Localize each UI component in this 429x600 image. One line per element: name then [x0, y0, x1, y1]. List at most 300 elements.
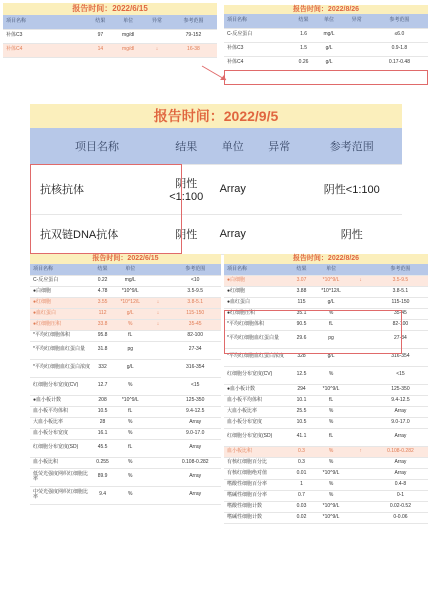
- result-value: 41.1: [289, 428, 313, 446]
- abnormal-flag: ↓: [144, 43, 170, 57]
- abnormal-flag: [348, 479, 372, 490]
- item-name: C-反应蛋白: [30, 275, 91, 286]
- abnormal-flag: [342, 28, 371, 42]
- header-abnormal: 异常: [342, 14, 371, 28]
- result-value: 35.1: [289, 308, 313, 319]
- reference-range: 0.9-1.8: [371, 42, 428, 56]
- reference-range: ≤6.0: [371, 28, 428, 42]
- unit: %: [314, 457, 349, 468]
- table-row: [224, 28, 428, 42]
- report-date-title: 报告时间：2022/6/15: [3, 3, 217, 15]
- cbc-table: [30, 264, 221, 505]
- abnormal-flag: [146, 439, 169, 457]
- unit: pg: [114, 341, 146, 359]
- item-name: ●血红蛋白: [30, 308, 91, 319]
- unit: Array: [209, 164, 257, 214]
- item-name: 补体C3: [3, 29, 89, 43]
- abnormal-flag: [348, 406, 372, 417]
- item-name: 红细胞分布宽度(CV): [224, 366, 289, 384]
- header-unit: 单位: [314, 264, 349, 275]
- header-unit: 单位: [209, 128, 257, 164]
- table-row: [224, 330, 428, 348]
- item-name: 补体C3: [224, 42, 291, 56]
- table-row: [30, 439, 221, 457]
- reference-range: <15: [373, 366, 428, 384]
- abnormal-flag: [348, 417, 372, 428]
- unit: %: [314, 490, 349, 501]
- result-value: 16.1: [91, 428, 114, 439]
- table-row: [30, 457, 221, 468]
- table-row-highlighted: [224, 275, 428, 286]
- item-name: 血小板平均体积: [224, 395, 289, 406]
- table-row: [224, 417, 428, 428]
- highlight-box: [224, 70, 428, 85]
- header-reference: 参考范围: [170, 15, 217, 29]
- result-value: 阴性: [164, 214, 209, 254]
- reference-range: 82-100: [373, 319, 428, 330]
- item-name: *平均红细胞血红蛋白量: [30, 341, 91, 359]
- table-row-highlighted: [30, 308, 221, 319]
- item-name: 血小板平均体积: [30, 406, 91, 417]
- reference-range: 125-350: [169, 395, 221, 406]
- item-name: *平均红细胞血红蛋白浓度: [30, 359, 91, 377]
- item-name: 嗜酸性细胞计数: [224, 501, 289, 512]
- unit: mg/dl: [112, 43, 144, 57]
- result-value: 0.02: [289, 512, 313, 523]
- reference-range: 9.0-17.0: [169, 428, 221, 439]
- report-card-2022-08-26-cbc: [224, 254, 428, 600]
- header-item: 项目名称: [3, 15, 89, 29]
- cbc-table: [224, 264, 428, 524]
- reference-range: Array: [373, 428, 428, 446]
- table-row: [224, 479, 428, 490]
- result-value: 0.7: [289, 490, 313, 501]
- item-name: ●红细胞压积: [224, 308, 289, 319]
- result-value: 1.6: [291, 28, 315, 42]
- unit: fL: [114, 330, 146, 341]
- table-row: [224, 319, 428, 330]
- reference-range: 0-1: [373, 490, 428, 501]
- item-name: 补体C4: [3, 43, 89, 57]
- reference-range: 阴性: [302, 214, 402, 254]
- header-unit: 单位: [114, 264, 146, 275]
- abnormal-flag: ↓: [348, 275, 372, 286]
- reference-range: 16-38: [170, 43, 217, 57]
- result-value: 1.5: [291, 42, 315, 56]
- report-card-2022-06-15-complement: [3, 3, 217, 83]
- abnormal-flag: [257, 164, 302, 214]
- unit: fL: [314, 319, 349, 330]
- reference-range: 316-354: [373, 348, 428, 366]
- header-abnormal: 异常: [144, 15, 170, 29]
- unit: *10^12/L: [314, 286, 349, 297]
- unit: %: [114, 428, 146, 439]
- result-value: 0.255: [91, 457, 114, 468]
- table-row: [30, 395, 221, 406]
- result-value: 10.5: [289, 417, 313, 428]
- abnormal-flag: [146, 457, 169, 468]
- reference-range: <15: [169, 377, 221, 395]
- abnormal-flag: [348, 366, 372, 384]
- reference-range: 115-150: [169, 308, 221, 319]
- unit: *10^9/L: [314, 468, 349, 479]
- reference-range: 3.8-5.1: [373, 286, 428, 297]
- table-row: [30, 417, 221, 428]
- header-result: 结果: [91, 264, 114, 275]
- abnormal-flag: [348, 308, 372, 319]
- reference-range: Array: [373, 468, 428, 479]
- abnormal-flag: [348, 428, 372, 446]
- abnormal-flag: [348, 468, 372, 479]
- table-row: [224, 348, 428, 366]
- result-value: 3.07: [289, 275, 313, 286]
- result-value: 0.03: [289, 501, 313, 512]
- abnormal-flag: [348, 490, 372, 501]
- result-value: 阴性 <1:100: [164, 164, 209, 214]
- reference-range: 3.8-5.1: [169, 297, 221, 308]
- result-value: 97: [89, 29, 113, 43]
- report-date-title: 报告时间：2022/8/26: [224, 5, 428, 14]
- unit: *10^9/L: [314, 275, 349, 286]
- table-row: [224, 512, 428, 523]
- item-name: 嗜碱性细胞计数: [224, 512, 289, 523]
- abnormal-flag: [348, 297, 372, 308]
- unit: *10^9/L: [114, 286, 146, 297]
- item-name: *平均红细胞体积: [224, 319, 289, 330]
- item-name: 红细胞分布宽度(SD): [30, 439, 91, 457]
- result-value: 1: [289, 479, 313, 490]
- reference-range: 82-100: [169, 330, 221, 341]
- unit: fL: [114, 439, 146, 457]
- table-row: [224, 428, 428, 446]
- table-row-highlighted: [30, 319, 221, 330]
- unit: g/L: [316, 42, 343, 56]
- header-item: 项目名称: [224, 264, 289, 275]
- abnormal-flag: [146, 330, 169, 341]
- abnormal-flag: [146, 468, 169, 486]
- result-value: 33.8: [91, 319, 114, 330]
- item-name: 嗜酸性细胞百分率: [224, 479, 289, 490]
- table-row-highlighted: [30, 297, 221, 308]
- item-name: ●白细胞: [224, 275, 289, 286]
- item-name: *平均红细胞血红蛋白量: [224, 330, 289, 348]
- reference-range: 35-45: [373, 308, 428, 319]
- table-row: [224, 395, 428, 406]
- table-row: [30, 214, 402, 254]
- reference-range: 27-34: [373, 330, 428, 348]
- report-card-2022-09-05-antibody: [30, 104, 402, 254]
- table-row: [30, 275, 221, 286]
- unit: g/L: [314, 297, 349, 308]
- reference-range: 115-150: [373, 297, 428, 308]
- abnormal-flag: ↓: [146, 319, 169, 330]
- result-value: 31.8: [91, 341, 114, 359]
- reference-range: 316-354: [169, 359, 221, 377]
- unit: %: [314, 417, 349, 428]
- unit: *10^9/L: [314, 512, 349, 523]
- abnormal-flag: [348, 286, 372, 297]
- unit: fL: [314, 395, 349, 406]
- result-value: 0.26: [291, 56, 315, 70]
- report-date-title: 报告时间：2022/8/26: [224, 254, 428, 264]
- item-name: 红细胞分布宽度(SD): [224, 428, 289, 446]
- reference-range: 3.5-9.5: [373, 275, 428, 286]
- unit: %: [314, 366, 349, 384]
- item-name: 抗核抗体: [30, 164, 164, 214]
- unit: %: [114, 417, 146, 428]
- header-unit: 单位: [316, 14, 343, 28]
- abnormal-flag: [146, 486, 169, 504]
- abnormal-flag: [146, 417, 169, 428]
- table-row: [224, 286, 428, 297]
- unit: *10^12/L: [114, 297, 146, 308]
- abnormal-flag: [146, 286, 169, 297]
- reference-range: Array: [169, 439, 221, 457]
- table-row: [30, 341, 221, 359]
- result-value: 10.1: [289, 395, 313, 406]
- table-row: [224, 406, 428, 417]
- reference-range: Array: [169, 486, 221, 504]
- header-reference: 参考范围: [371, 14, 428, 28]
- reference-range: 79-152: [170, 29, 217, 43]
- table-row: [30, 468, 221, 486]
- header-reference: 参考范围: [169, 264, 221, 275]
- result-value: 115: [289, 297, 313, 308]
- result-value: 28: [91, 417, 114, 428]
- antibody-table: [30, 128, 402, 255]
- reference-range: 0.108-0.282: [373, 446, 428, 457]
- item-name: 补体C4: [224, 56, 291, 70]
- result-value: 25.5: [289, 406, 313, 417]
- report-card-2022-06-15-cbc: [30, 254, 221, 600]
- item-name: C-反应蛋白: [224, 28, 291, 42]
- reference-range: 9.4-12.5: [373, 395, 428, 406]
- item-name: 低荧光强度网织红细胞比率: [30, 468, 91, 486]
- result-value: 0.01: [289, 468, 313, 479]
- table-row-highlighted: [3, 43, 217, 57]
- abnormal-flag: [342, 56, 371, 70]
- item-name: ●红细胞: [224, 286, 289, 297]
- unit: %: [114, 319, 146, 330]
- unit: g/L: [114, 359, 146, 377]
- complement-table: [3, 15, 217, 58]
- result-value: 12.5: [289, 366, 313, 384]
- result-value: 4.78: [91, 286, 114, 297]
- unit: g/L: [316, 56, 343, 70]
- result-value: 14: [89, 43, 113, 57]
- reference-range: Array: [373, 457, 428, 468]
- item-name: ●红细胞压积: [30, 319, 91, 330]
- result-value: 332: [91, 359, 114, 377]
- reference-range: 阴性<1:100: [302, 164, 402, 214]
- item-name: ●血红蛋白: [224, 297, 289, 308]
- abnormal-flag: [348, 319, 372, 330]
- unit: *10^9/L: [114, 395, 146, 406]
- header-abnormal: 异常: [257, 128, 302, 164]
- header-item: 项目名称: [30, 264, 91, 275]
- reference-range: Array: [169, 468, 221, 486]
- item-name: 大血小板比率: [30, 417, 91, 428]
- item-name: 有核红细胞绝对值: [224, 468, 289, 479]
- abnormal-flag: [146, 341, 169, 359]
- reference-range: 0.17-0.48: [371, 56, 428, 70]
- item-name: *平均红细胞血红蛋白浓度: [224, 348, 289, 366]
- table-row: [224, 490, 428, 501]
- unit: mg/L: [316, 28, 343, 42]
- unit: mg/dl: [112, 29, 144, 43]
- result-value: 90.5: [289, 319, 313, 330]
- unit: g/L: [114, 308, 146, 319]
- unit: %: [314, 446, 349, 457]
- abnormal-flag: [146, 406, 169, 417]
- reference-range: Array: [373, 406, 428, 417]
- header-result: 结果: [291, 14, 315, 28]
- item-name: 血小板分布宽度: [30, 428, 91, 439]
- table-row: [30, 377, 221, 395]
- header-reference: 参考范围: [302, 128, 402, 164]
- header-abnormal: [146, 264, 169, 275]
- abnormal-flag: [348, 501, 372, 512]
- reference-range: 0-0.06: [373, 512, 428, 523]
- abnormal-flag: [348, 457, 372, 468]
- unit: fL: [114, 406, 146, 417]
- header-abnormal: [348, 264, 372, 275]
- result-value: 0.3: [289, 457, 313, 468]
- table-row: [224, 501, 428, 512]
- unit: %: [114, 486, 146, 504]
- item-name: 抗双链DNA抗体: [30, 214, 164, 254]
- result-value: 0.3: [289, 446, 313, 457]
- table-row: [224, 384, 428, 395]
- unit: %: [314, 479, 349, 490]
- header-item: 项目名称: [224, 14, 291, 28]
- item-name: 血小板比积: [30, 457, 91, 468]
- reference-range: 3.5-9.5: [169, 286, 221, 297]
- unit: %: [114, 377, 146, 395]
- table-row: [30, 359, 221, 377]
- result-value: 0.22: [91, 275, 114, 286]
- table-row: [224, 308, 428, 319]
- report-date-title: 报告时间：2022/6/15: [30, 254, 221, 264]
- abnormal-flag: [146, 428, 169, 439]
- table-row: [224, 56, 428, 70]
- result-value: 29.6: [289, 330, 313, 348]
- reference-range: 0.02-0.52: [373, 501, 428, 512]
- unit: fL: [314, 428, 349, 446]
- header-result: 结果: [164, 128, 209, 164]
- item-name: 大血小板比率: [224, 406, 289, 417]
- result-value: 294: [289, 384, 313, 395]
- result-value: 328: [289, 348, 313, 366]
- reference-range: 0.4-8: [373, 479, 428, 490]
- result-value: 95.8: [91, 330, 114, 341]
- item-name: 血小板分布宽度: [224, 417, 289, 428]
- result-value: 208: [91, 395, 114, 406]
- abnormal-flag: [146, 359, 169, 377]
- header-unit: 单位: [112, 15, 144, 29]
- item-name: 嗜碱性细胞百分率: [224, 490, 289, 501]
- complement-table: [224, 14, 428, 71]
- reference-range: 9.0-17.0: [373, 417, 428, 428]
- table-row: [30, 286, 221, 297]
- reference-range: 27-34: [169, 341, 221, 359]
- reference-range: 35-45: [169, 319, 221, 330]
- abnormal-flag: [146, 377, 169, 395]
- header-item: 项目名称: [30, 128, 164, 164]
- result-value: 10.5: [91, 406, 114, 417]
- abnormal-flag: [146, 275, 169, 286]
- unit: Array: [209, 214, 257, 254]
- report-date-title: 报告时间：2022/9/5: [30, 104, 402, 128]
- abnormal-flag: [257, 214, 302, 254]
- table-row: [30, 406, 221, 417]
- abnormal-flag: ↑: [348, 446, 372, 457]
- abnormal-flag: ↓: [146, 297, 169, 308]
- table-row: [224, 468, 428, 479]
- item-name: *平均红细胞体积: [30, 330, 91, 341]
- unit: pg: [314, 330, 349, 348]
- unit: %: [314, 308, 349, 319]
- item-name: 中荧光强度网织红细胞比率: [30, 486, 91, 504]
- item-name: ●血小板计数: [224, 384, 289, 395]
- table-row: [30, 330, 221, 341]
- table-row-highlighted: [224, 446, 428, 457]
- item-name: 红细胞分布宽度(CV): [30, 377, 91, 395]
- result-value: 45.5: [91, 439, 114, 457]
- table-row: [30, 486, 221, 504]
- abnormal-flag: [342, 42, 371, 56]
- abnormal-flag: [348, 384, 372, 395]
- abnormal-flag: [146, 395, 169, 406]
- table-row: [30, 428, 221, 439]
- table-row: [224, 297, 428, 308]
- unit: %: [314, 406, 349, 417]
- item-name: ●血小板计数: [30, 395, 91, 406]
- abnormal-flag: ↓: [146, 308, 169, 319]
- table-row: [224, 366, 428, 384]
- abnormal-flag: [348, 330, 372, 348]
- unit: %: [114, 457, 146, 468]
- table-row: [30, 164, 402, 214]
- result-value: 89.9: [91, 468, 114, 486]
- reference-range: 125-350: [373, 384, 428, 395]
- table-row: [224, 42, 428, 56]
- unit: *10^9/L: [314, 501, 349, 512]
- abnormal-flag: [348, 512, 372, 523]
- item-name: ●白细胞: [30, 286, 91, 297]
- result-value: 3.55: [91, 297, 114, 308]
- header-result: 结果: [289, 264, 313, 275]
- table-row: [3, 29, 217, 43]
- unit: %: [114, 468, 146, 486]
- result-value: 12.7: [91, 377, 114, 395]
- header-reference: 参考范围: [373, 264, 428, 275]
- result-value: 112: [91, 308, 114, 319]
- abnormal-flag: [348, 348, 372, 366]
- item-name: ●红细胞: [30, 297, 91, 308]
- result-value: 9.4: [91, 486, 114, 504]
- item-name: 血小板比积: [224, 446, 289, 457]
- table-row: [224, 457, 428, 468]
- reference-range: Array: [169, 417, 221, 428]
- reference-range: <10: [169, 275, 221, 286]
- reference-range: 0.108-0.282: [169, 457, 221, 468]
- result-value: 3.88: [289, 286, 313, 297]
- header-result: 结果: [89, 15, 113, 29]
- unit: g/L: [314, 348, 349, 366]
- abnormal-flag: [348, 395, 372, 406]
- unit: mg/L: [114, 275, 146, 286]
